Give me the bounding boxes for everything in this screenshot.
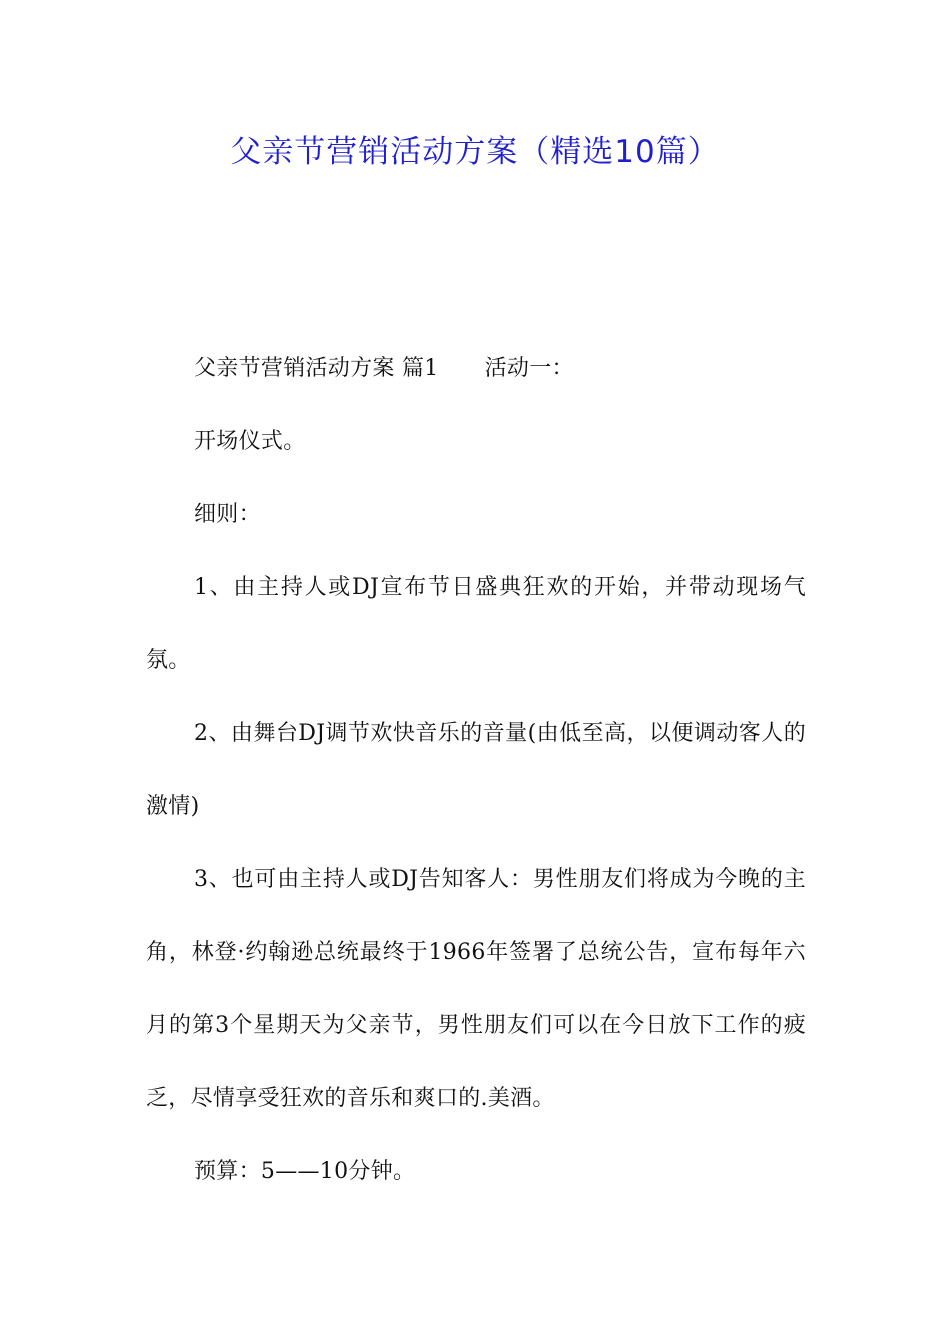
paragraph-rule-1: 1、由主持人或DJ宣布节日盛典狂欢的开始，并带动现场气氛。 [146,575,806,673]
activity-label: 活动一： [484,356,574,381]
paragraph-rules-label: 细则： [194,502,261,527]
paragraph-rule-2: 2、由舞台DJ调节欢快音乐的音量(由低至高，以便调动客人的激情) [146,721,806,819]
section-heading-line [146,332,806,405]
document-title: 父亲节营销活动方案（精选10篇） [230,134,720,170]
section-heading: 父亲节营销活动方案 篇1 [194,356,439,381]
paragraph-rule-3: 3、也可由主持人或DJ告知客人：男性朋友们将成为今晚的主角，林登·约翰逊总统最终于1966年签署了总统公告，宣布每年六月的第3个星期天为父亲节，男性朋友们可以在今日放下工作的疲乏，尽情享受狂欢的音乐和爽口的.美酒。 [146,867,806,1111]
paragraph-budget: 预算：5——10分钟。 [194,1159,416,1184]
document-body [146,332,806,1208]
paragraph-opening: 开场仪式。 [194,429,306,454]
